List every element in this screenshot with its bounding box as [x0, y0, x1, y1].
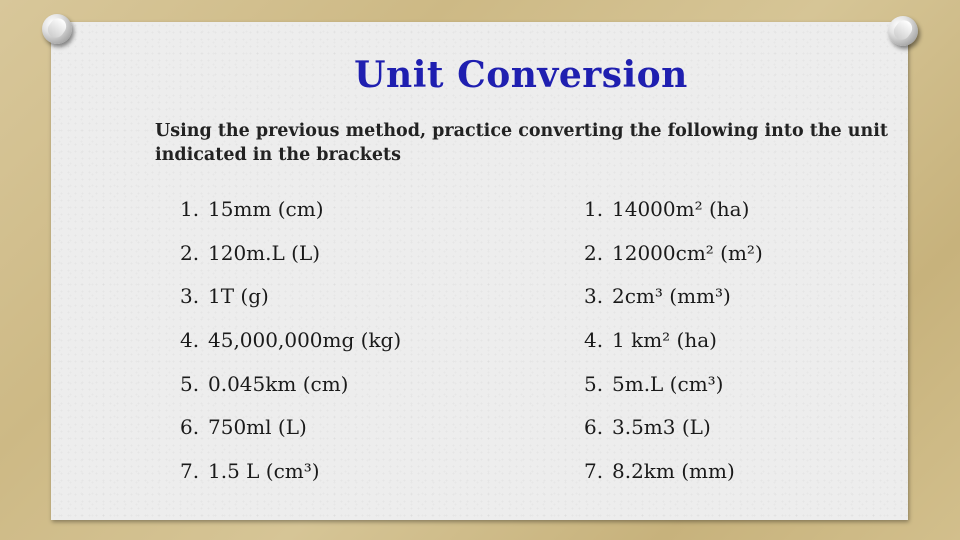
item-number: 5. [180, 371, 200, 396]
item-text: 5m.L (cm³) [612, 371, 724, 396]
item-number: 6. [180, 415, 200, 440]
left-problem-list [180, 194, 401, 500]
item-number: 4. [584, 328, 604, 353]
item-number: 3. [584, 284, 604, 309]
item-number: 2. [180, 240, 200, 265]
slide-board [51, 22, 908, 520]
item-text: 2cm³ (mm³) [612, 284, 731, 309]
list-item [584, 369, 763, 413]
item-text: 0.045km (cm) [208, 371, 349, 396]
item-text: 1.5 L (cm³) [208, 459, 320, 484]
pushpin-icon [38, 10, 76, 48]
item-text: 1 km² (ha) [612, 328, 717, 353]
item-number: 1. [584, 197, 604, 221]
list-item [584, 325, 763, 369]
item-text: 8.2km (mm) [612, 459, 735, 484]
item-number: 6. [584, 415, 604, 440]
item-number: 4. [180, 328, 200, 353]
item-text: 3.5m3 (L) [612, 415, 711, 440]
list-item [584, 412, 763, 456]
item-text: 1T (g) [208, 284, 269, 309]
right-problem-list [584, 194, 763, 500]
list-item [584, 456, 763, 500]
slide-title: Unit Conversion [354, 54, 688, 96]
instructions-text: Using the previous method, practice converting the following into the unit indicated in the brackets [155, 121, 888, 165]
item-number: 3. [180, 284, 200, 309]
list-item [180, 412, 401, 456]
list-item [180, 325, 401, 369]
list-item [584, 281, 763, 325]
item-text: 12000cm² (m²) [612, 240, 763, 265]
list-item [584, 194, 763, 238]
item-text: 14000m² (ha) [612, 197, 750, 221]
list-item [180, 281, 401, 325]
item-text: 15mm (cm) [208, 197, 324, 221]
list-item [180, 194, 401, 238]
list-item [584, 238, 763, 282]
list-item [180, 238, 401, 282]
list-item [180, 369, 401, 413]
item-number: 7. [584, 459, 604, 484]
pushpin-icon [884, 12, 922, 50]
item-text: 750ml (L) [208, 415, 307, 440]
item-text: 120m.L (L) [208, 240, 321, 265]
item-number: 5. [584, 371, 604, 396]
item-number: 1. [180, 197, 200, 221]
item-number: 2. [584, 240, 604, 265]
list-item [180, 456, 401, 500]
item-text: 45,000,000mg (kg) [208, 328, 402, 353]
item-number: 7. [180, 459, 200, 484]
